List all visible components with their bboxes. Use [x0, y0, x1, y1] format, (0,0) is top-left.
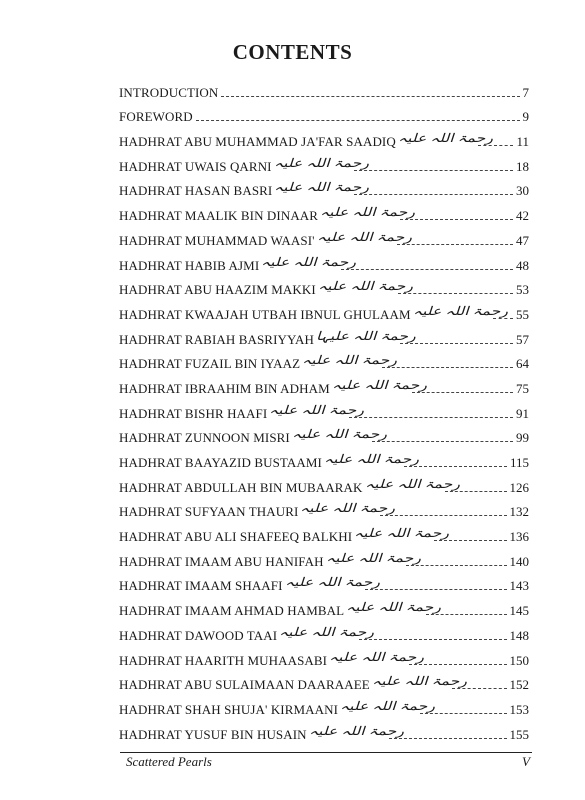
toc-entry	[119, 76, 529, 101]
honorific-calligraphy: رحمۃ اللہ علیہ	[316, 229, 412, 244]
toc-entry	[119, 520, 529, 545]
toc-entry	[119, 101, 529, 126]
toc-entry	[119, 397, 529, 422]
toc-entry-title: HADHRAT IMAAM ABU HANIFAH	[119, 553, 324, 569]
toc-entry-page-number: 18	[516, 158, 529, 174]
toc-entry-page-number: 136	[509, 529, 529, 545]
honorific-calligraphy: رحمۃ اللہ علیہ	[317, 279, 413, 294]
honorific-calligraphy: رحمۃ اللہ علیہ	[300, 501, 396, 516]
toc-entry	[119, 199, 529, 224]
toc-entry	[119, 496, 529, 521]
toc-entry	[119, 594, 529, 619]
honorific-calligraphy: رحمۃ اللہ علیہ	[331, 377, 427, 392]
honorific-calligraphy: رحمۃ اللہ علیہ	[269, 402, 365, 417]
toc-entry-title: FOREWORD	[119, 109, 193, 125]
toc-entry-page-number: 143	[509, 578, 529, 594]
dotted-leader	[221, 96, 519, 97]
table-of-contents	[119, 76, 529, 743]
page-title: CONTENTS	[232, 40, 353, 64]
toc-entry-title: HADHRAT DAWOOD TAAI	[119, 627, 278, 643]
toc-entry-page-number: 75	[516, 380, 529, 396]
toc-entry	[119, 570, 529, 595]
toc-entry	[119, 545, 529, 570]
footer-page-number: V	[522, 754, 530, 769]
honorific-calligraphy: رحمۃ اللہ علیہ	[340, 698, 435, 713]
honorific-calligraphy: رحمۃ اللہ علیہ	[323, 452, 419, 466]
honorific-calligraphy: رحمۃ اللہ علیہ	[371, 674, 467, 689]
toc-entry	[119, 150, 529, 175]
honorific-calligraphy: رحمۃ اللہ علیہ	[364, 476, 460, 491]
honorific-calligraphy: رحمۃ اللہ علیہ	[291, 427, 387, 442]
toc-entry	[119, 422, 529, 447]
dotted-leader	[372, 441, 513, 442]
toc-entry-title: HADHRAT IMAAM AHMAD HAMBAL	[119, 603, 345, 619]
honorific-calligraphy: رحمۃ اللہ علیہ	[279, 624, 375, 639]
honorific-calligraphy: رحمۃ اللہ علیہ	[325, 550, 421, 565]
toc-entry	[119, 669, 529, 694]
toc-entry-page-number: 91	[516, 405, 529, 421]
toc-entry-page-number: 155	[509, 726, 529, 742]
toc-entry	[119, 446, 529, 471]
toc-entry-title: HADHRAT SUFYAAN THAURI	[119, 504, 299, 520]
toc-entry-page-number: 47	[516, 232, 529, 248]
toc-entry	[119, 348, 529, 373]
honorific-calligraphy: رحمۃ اللہ علیہ	[308, 723, 404, 738]
toc-entry-title: HADHRAT SHAH SHUJA' KIRMAANI	[119, 701, 339, 717]
honorific-calligraphy: رحمۃ اللہ علیہ	[346, 600, 442, 615]
toc-entry-page-number: 126	[509, 479, 529, 495]
honorific-calligraphy: رحمۃ اللہ علیہ	[284, 575, 380, 590]
footer-book-title: Scattered Pearls	[126, 754, 212, 769]
toc-entry-title: HADHRAT IBRAAHIM BIN ADHAM	[119, 380, 330, 396]
toc-entry-title: HADHRAT FUZAIL BIN IYAAZ	[119, 356, 301, 372]
toc-entry-page-number: 145	[509, 603, 529, 619]
honorific-calligraphy: رحمۃ اللہ علیہ	[302, 353, 398, 368]
honorific-calligraphy: رحمۃ اللہ علیہ	[273, 155, 369, 170]
toc-entry-page-number: 55	[516, 306, 529, 322]
toc-entry	[119, 471, 529, 496]
toc-entry	[119, 274, 529, 299]
toc-entry-title: HADHRAT RABIAH BASRIYYAH	[119, 331, 315, 347]
toc-entry-title: HADHRAT KWAAJAH UTBAH IBNUL GHULAAM	[119, 306, 411, 322]
dotted-leader	[349, 417, 513, 418]
toc-entry-page-number: 148	[509, 627, 529, 643]
toc-entry-title: HADHRAT ZUNNOON MISRI	[119, 430, 290, 446]
toc-entry-title: HADHRAT MUHAMMAD WAASI'	[119, 232, 315, 248]
dotted-leader	[365, 589, 507, 590]
toc-entry-page-number: 53	[516, 282, 529, 298]
toc-entry-title: INTRODUCTION	[119, 84, 219, 100]
toc-entry-page-number: 140	[509, 553, 529, 569]
toc-entry-title: HADHRAT ABU ALI SHAFEEQ BALKHI	[119, 529, 353, 545]
toc-entry-page-number: 11	[516, 134, 529, 150]
dotted-leader	[341, 269, 513, 270]
toc-entry-page-number: 152	[509, 677, 529, 693]
dotted-leader	[196, 120, 520, 121]
honorific-calligraphy: رحمۃ اللہ علیہ	[274, 180, 370, 195]
dotted-leader	[354, 170, 513, 171]
toc-entry-title: HADHRAT ABU MUHAMMAD JA'FAR SAADIQ	[119, 134, 396, 150]
honorific-calligraphy: رحمۃ اللہ علیہ	[320, 205, 415, 220]
toc-entry-page-number: 42	[516, 208, 529, 224]
honorific-calligraphy: رحمۃ اللہ علیہ	[354, 526, 450, 541]
dotted-leader	[354, 194, 513, 195]
toc-entry-page-number: 30	[516, 183, 529, 199]
toc-entry	[119, 125, 529, 150]
toc-entry	[119, 249, 529, 274]
toc-entry-title: HADHRAT BISHR HAAFI	[119, 405, 268, 421]
toc-entry	[119, 718, 529, 743]
toc-entry-page-number: 9	[522, 109, 529, 125]
toc-entry	[119, 693, 529, 718]
toc-entry-page-number: 64	[516, 356, 529, 372]
toc-entry	[119, 298, 529, 323]
dotted-leader	[359, 639, 506, 640]
toc-entry-page-number: 7	[522, 84, 529, 100]
toc-entry-title: HADHRAT YUSUF BIN HUSAIN	[119, 726, 307, 742]
toc-entry	[119, 644, 529, 669]
toc-entry	[119, 372, 529, 397]
toc-entry	[119, 224, 529, 249]
footer-divider	[120, 752, 532, 753]
honorific-calligraphy: رحمۃ اللہ علیہ	[397, 131, 493, 146]
toc-entry-title: HADHRAT HAARITH MUHAASABI	[119, 652, 328, 668]
toc-entry-page-number: 115	[509, 455, 529, 470]
toc-entry-title: HADHRAT ABU SULAIMAAN DAARAAEE	[119, 677, 370, 693]
toc-entry-title: HADHRAT HABIB AJMI	[119, 257, 260, 273]
toc-entry-title: HADHRAT ABDULLAH BIN MUBAARAK	[119, 479, 363, 495]
honorific-calligraphy: رحمۃ اللہ علیہ	[261, 254, 357, 269]
toc-entry-title: HADHRAT MAALIK BIN DINAAR	[119, 208, 319, 224]
honorific-calligraphy: رحمۃ اللہ علیہ	[329, 649, 424, 664]
toc-entry	[119, 323, 529, 348]
honorific-calligraphy: رحمۃ اللہ علیہا	[316, 328, 416, 343]
toc-entry-title: HADHRAT IMAAM SHAAFI	[119, 578, 283, 594]
toc-entry-page-number: 48	[516, 257, 529, 273]
toc-entry-page-number: 99	[516, 430, 529, 446]
toc-entry-page-number: 132	[509, 504, 529, 520]
toc-entry-title: HADHRAT ABU HAAZIM MAKKI	[119, 282, 316, 298]
toc-entry-page-number: 150	[509, 652, 529, 668]
toc-entry-page-number: 57	[516, 331, 529, 347]
honorific-calligraphy: رحمۃ اللہ علیہ	[412, 303, 508, 318]
toc-entry-title: HADHRAT BAAYAZID BUSTAAMI	[119, 455, 322, 470]
toc-entry-title: HADHRAT HASAN BASRI	[119, 183, 273, 199]
toc-entry	[119, 175, 529, 200]
toc-entry-title: HADHRAT UWAIS QARNI	[119, 158, 272, 174]
toc-entry-page-number: 153	[509, 701, 529, 717]
toc-entry	[119, 619, 529, 644]
